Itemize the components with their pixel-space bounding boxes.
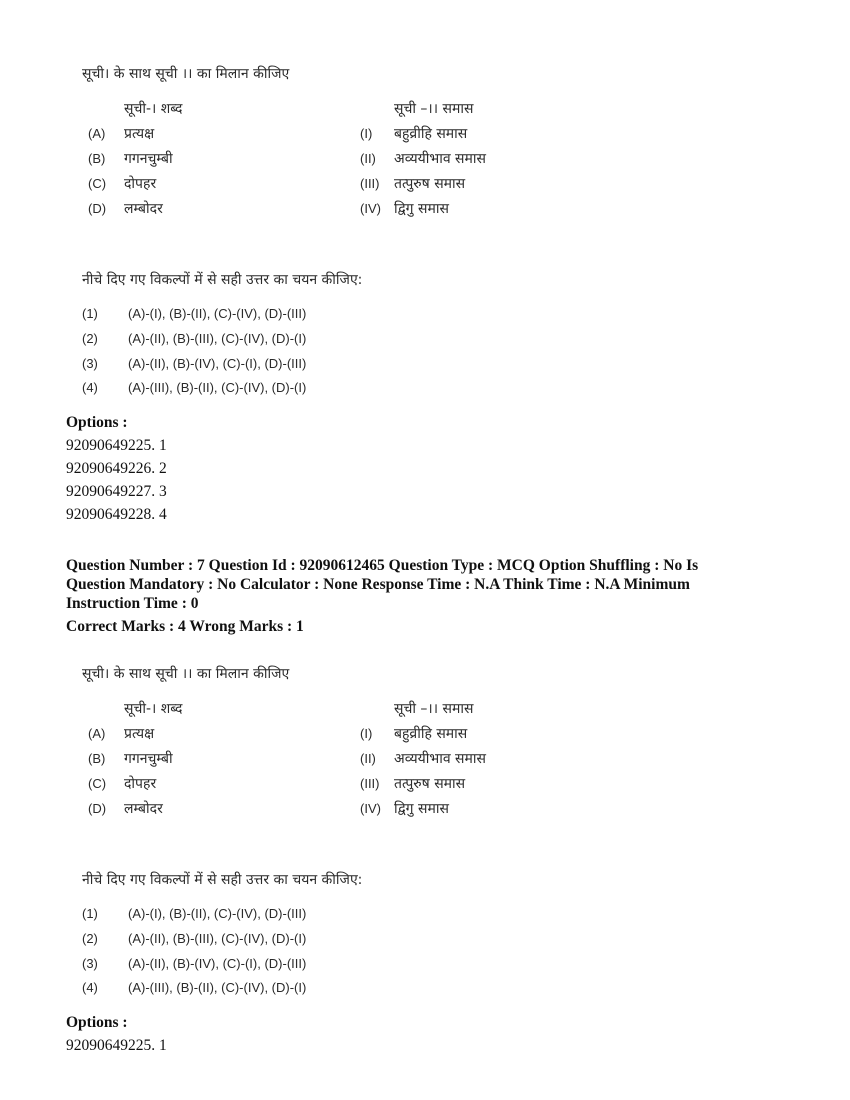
choice-number: (1) [82,306,98,321]
row-left-text: प्रत्यक्ष [124,726,155,742]
choose-prompt: नीचे दिए गए विकल्पों में से सही उत्तर का चयन कीजिए: [82,872,363,888]
row-left-label: (D) [88,801,107,816]
meta-line-2: Question Mandatory : No Calculator : None Response Time : N.A Think Time : N.A Minimum [66,576,690,593]
list1-header: सूची-। शब्द [124,701,183,717]
options-label: Options : [66,1014,128,1031]
row-left-label: (C) [88,776,107,791]
option-id: 92090649225. 1 [66,437,167,454]
list2-header: सूची –।। समास [394,101,474,117]
row-right-text: तत्पुरुष समास [394,176,466,192]
option-id: 92090649226. 2 [66,460,167,477]
choice-number: (4) [82,980,98,995]
choice-text: (A)-(II), (B)-(IV), (C)-(I), (D)-(III) [128,356,307,371]
match-instruction: सूची। के साथ सूची ।। का मिलान कीजिए [82,666,290,682]
row-left-label: (C) [88,176,107,191]
meta-line-1: Question Number : 7 Question Id : 92090612465 Question Type : MCQ Option Shuffling : No Is [66,557,699,574]
row-right-text: द्विगु समास [394,201,449,217]
choice-text: (A)-(II), (B)-(IV), (C)-(I), (D)-(III) [128,956,307,971]
option-id: 92090649228. 4 [66,506,167,523]
row-left-text: गगनचुम्बी [124,151,173,167]
row-right-text: अव्ययीभाव समास [394,751,486,767]
row-right-text: द्विगु समास [394,801,449,817]
row-right-text: बहुव्रीहि समास [394,726,468,742]
option-id: 92090649225. 1 [66,1037,167,1054]
list2-header: सूची –।। समास [394,701,474,717]
meta-line-3: Instruction Time : 0 [66,595,199,612]
choice-number: (2) [82,931,98,946]
row-left-label: (B) [88,151,106,166]
row-left-label: (A) [88,726,106,741]
row-right-label: (IV) [360,201,381,216]
row-left-text: दोपहर [124,176,157,192]
marks-line: Correct Marks : 4 Wrong Marks : 1 [66,618,304,635]
choice-text: (A)-(III), (B)-(II), (C)-(IV), (D)-(I) [128,980,307,995]
choice-number: (1) [82,906,98,921]
choose-prompt: नीचे दिए गए विकल्पों में से सही उत्तर का चयन कीजिए: [82,272,363,288]
row-right-label: (II) [360,151,376,166]
row-right-text: अव्ययीभाव समास [394,151,486,167]
choice-text: (A)-(III), (B)-(II), (C)-(IV), (D)-(I) [128,380,307,395]
row-left-text: गगनचुम्बी [124,751,173,767]
row-left-label: (D) [88,201,107,216]
match-instruction: सूची। के साथ सूची ।। का मिलान कीजिए [82,66,290,82]
row-left-text: दोपहर [124,776,157,792]
choice-number: (2) [82,331,98,346]
choice-text: (A)-(I), (B)-(II), (C)-(IV), (D)-(III) [128,306,307,321]
row-right-label: (I) [360,726,373,741]
row-right-text: बहुव्रीहि समास [394,126,468,142]
row-right-text: तत्पुरुष समास [394,776,466,792]
options-label: Options : [66,414,128,431]
row-right-label: (IV) [360,801,381,816]
option-id: 92090649227. 3 [66,483,167,500]
row-left-text: प्रत्यक्ष [124,126,155,142]
choice-number: (4) [82,380,98,395]
row-left-text: लम्बोदर [124,801,163,817]
list1-header: सूची-। शब्द [124,101,183,117]
choice-text: (A)-(I), (B)-(II), (C)-(IV), (D)-(III) [128,906,307,921]
row-right-label: (III) [360,776,380,791]
choice-number: (3) [82,356,98,371]
choice-text: (A)-(II), (B)-(III), (C)-(IV), (D)-(I) [128,931,307,946]
row-right-label: (I) [360,126,373,141]
row-right-label: (III) [360,176,380,191]
row-left-label: (B) [88,751,106,766]
row-right-label: (II) [360,751,376,766]
choice-number: (3) [82,956,98,971]
choice-text: (A)-(II), (B)-(III), (C)-(IV), (D)-(I) [128,331,307,346]
row-left-text: लम्बोदर [124,201,163,217]
row-left-label: (A) [88,126,106,141]
